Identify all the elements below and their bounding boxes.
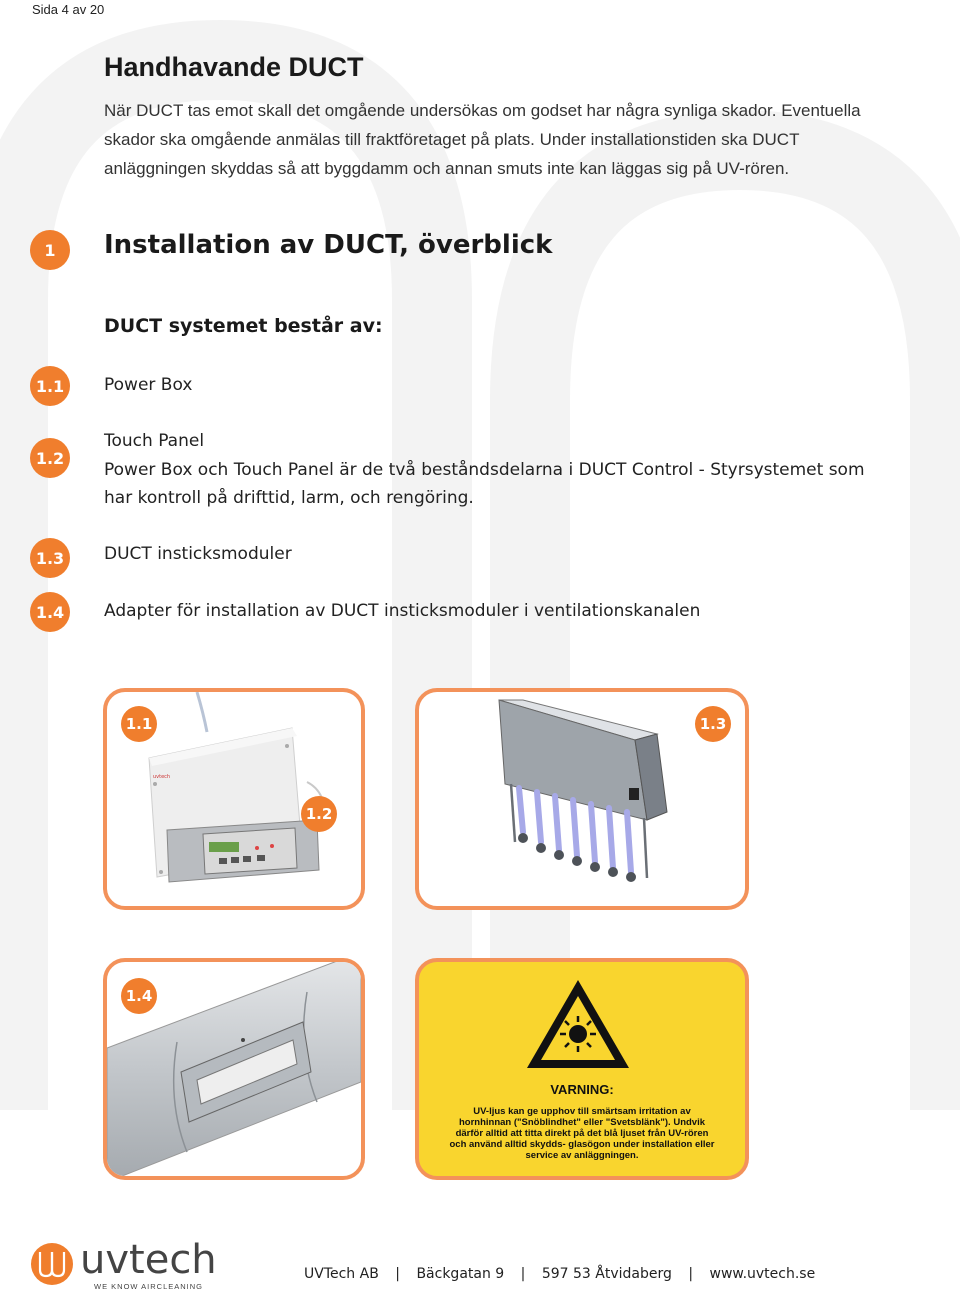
panel-control-system <box>103 688 365 910</box>
section-badge: 1 <box>30 230 70 270</box>
panel-uv-warning <box>415 958 749 1180</box>
item-badge-1-1: 1.1 <box>30 366 70 406</box>
page-number: Sida 4 av 20 <box>32 2 105 17</box>
footer-separator: | <box>520 1266 526 1282</box>
footer-city: 597 53 Åtvidaberg <box>541 1266 672 1282</box>
footer-address: Bäckgatan 9 <box>416 1266 505 1282</box>
panel-badge-1-2: 1.2 <box>301 796 337 832</box>
panel-badge-1-3: 1.3 <box>695 706 731 742</box>
uvtech-logo <box>30 1238 220 1299</box>
section-title: Installation av DUCT, överblick <box>104 230 553 260</box>
page-title: Handhavande DUCT <box>104 52 364 82</box>
item-touch-panel-desc: Power Box och Touch Panel är de två beståndsdelarna i DUCT Control - Styrsystemet som har kontroll på drifttid, larm, och rengöring. <box>104 460 865 508</box>
footer-separator: | <box>688 1266 694 1282</box>
panel-adapter <box>103 958 365 1180</box>
svg-text:uvtech: uvtech <box>153 774 171 780</box>
item-badge-1-2: 1.2 <box>30 438 70 478</box>
warning-text: UV-ljus kan ge upphov till smärtsam irritation av hornhinnan ("Snöblindhet" eller "Svetsblänk"). Undvik därför alltid att titta direkt på det blå ljuset från UV-rören och använd alltid skydds- glasögon under installation eller service av anläggningen. <box>449 1106 715 1161</box>
logo-tagline: WE KNOW AIRCLEANING <box>94 1282 204 1291</box>
footer-contact <box>304 1266 815 1282</box>
section-subtitle: DUCT systemet består av: <box>104 315 383 337</box>
logo-wordmark: uvtech <box>80 1237 217 1283</box>
item-badge-1-4: 1.4 <box>30 592 70 632</box>
panel-badge-1-4: 1.4 <box>121 978 157 1014</box>
item-power-box: Power Box <box>104 375 193 395</box>
panel-insert-module <box>415 688 749 910</box>
uv-hazard-icon <box>523 976 633 1072</box>
item-badge-1-3: 1.3 <box>30 538 70 578</box>
warning-title: VARNING: <box>550 1082 614 1097</box>
footer-separator: | <box>395 1266 400 1282</box>
footer-company: UVTech AB <box>304 1266 379 1282</box>
item-touch-panel: Touch Panel <box>104 431 205 451</box>
item-adapter: Adapter för installation av DUCT insticksmoduler i ventilationskanalen <box>104 601 701 621</box>
item-insert-modules: DUCT insticksmoduler <box>104 544 292 564</box>
footer-website-link[interactable]: www.uvtech.se <box>709 1266 816 1282</box>
panel-badge-1-1: 1.1 <box>121 706 157 742</box>
intro-paragraph: När DUCT tas emot skall det omgående undersökas om godset har några synliga skador. Eventuella skador ska omgående anmälas till fraktföretaget på plats. Under installationstiden ska DUCT anläggningen skyddas så att byggdamm och annan smuts inte kan läggas sig på UV-rören. <box>104 101 861 178</box>
